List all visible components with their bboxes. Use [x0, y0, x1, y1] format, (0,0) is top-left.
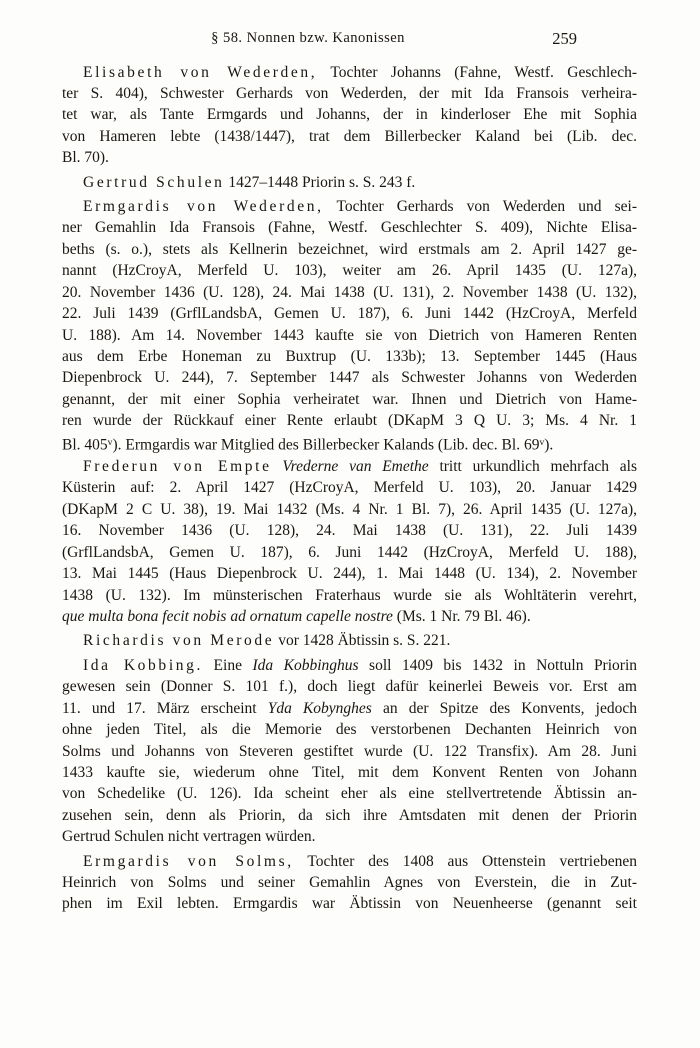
text-line: [62, 62, 637, 83]
text-segment: Gertrud Schulen nicht vertragen würden.: [62, 828, 316, 846]
text-line: [62, 741, 637, 762]
text-segment: aus dem Erbe Honeman zu Buxtrup (U. 133b); 13. September 1445 (Haus: [62, 347, 637, 365]
text-line: [62, 893, 637, 914]
text-line: [62, 563, 637, 584]
text-segment: que multa bona fecit nobis ad ornatum capelle nostre: [62, 608, 393, 626]
text-segment: Eine: [203, 656, 253, 674]
text-segment: 11. und 17. März erscheint: [62, 699, 268, 717]
text-segment: an der Spitze des Konvents, jedoch: [371, 699, 637, 717]
text-segment: (GrflLandsbA, Gemen U. 187), 6. Juni 1442 (HzCroyA, Merfeld U. 188),: [62, 543, 637, 561]
text-line: [62, 520, 637, 541]
text-segment: von Hameren lebte (1438/1447), trat dem Billerbecker Kaland bei (Lib. dec.: [62, 127, 637, 145]
text-line: [62, 585, 637, 606]
text-segment: Tochter des 1408 aus Ottenstein vertriebenen: [293, 852, 637, 870]
text-segment: 16. November 1436 (U. 128), 24. Mai 1438 (U. 131), 22. Juli 1439: [62, 522, 637, 540]
text-segment: ohne jeden Titel, als die Memorie des verstorbenen Dechanten Heinrich von: [62, 721, 637, 739]
text-segment: Vrederne van Emethe: [271, 458, 429, 476]
text-segment: 22. Juli 1439 (GrflLandsbA, Gemen U. 187), 6. Juni 1442 (HzCroyA, Merfeld: [62, 305, 637, 323]
text-segment: von Schedelike (U. 126). Ida scheint eher als eine stellvertretende Äbtissin an-: [62, 785, 637, 803]
text-segment: 1427–1448 Priorin s. S. 243 f.: [224, 173, 416, 191]
text-segment: tritt urkundlich mehrfach als: [428, 458, 637, 476]
text-segment: Ermgardis von Solms,: [83, 852, 294, 870]
text-line: [62, 762, 637, 783]
text-line: [62, 104, 637, 125]
text-line: [62, 260, 637, 281]
text-segment: U. 188). Am 14. November 1443 kaufte sie von Dietrich von Hameren Renten: [62, 326, 637, 344]
text-line: [62, 542, 637, 563]
text-line: [62, 432, 637, 453]
text-segment: genannt, der mit einer Sophia verheiratet war. Ihnen und Dietrich von Hame-: [62, 390, 637, 408]
text-segment: Yda Kobynghes: [267, 699, 372, 717]
text-line: [62, 851, 637, 872]
text-segment: Tochter Johanns (Fahne, Westf. Geschlech-: [317, 63, 637, 81]
text-segment: Frederun von Empte: [83, 458, 272, 476]
text-segment: ter S. 404), Schwester Gerhards von Wederden, der mit Ida Fransois verheira-: [62, 84, 637, 102]
paragraph: [62, 630, 637, 651]
text-line: [62, 126, 637, 147]
text-line: [62, 655, 637, 676]
text-line: [62, 367, 637, 388]
text-line: [62, 499, 637, 520]
text-line: [62, 783, 637, 804]
text-segment: Ida Kobbing.: [83, 656, 204, 674]
text-segment: v: [107, 436, 113, 448]
page-body: [62, 62, 637, 915]
text-segment: Küsterin auf: 2. April 1427 (HzCroyA, Merfeld U. 103), 20. Januar 1429: [62, 479, 637, 497]
text-segment: v: [539, 436, 545, 448]
text-segment: (Ms. 1 Nr. 79 Bl. 46).: [392, 608, 531, 626]
text-segment: soll 1409 bis 1432 in Nottuln Priorin: [358, 656, 637, 674]
text-block: [62, 30, 637, 915]
paragraph: [62, 456, 637, 628]
text-segment: phen im Exil lebten. Ermgardis war Äbtissin von Neuenheerse (genannt seit: [62, 895, 637, 913]
running-head: [62, 30, 637, 52]
text-segment: tet war, als Tante Ermgards und Johanns, der in kinderloser Ehe mit Sophia: [62, 106, 637, 124]
text-segment: Ida Kobbinghus: [252, 656, 359, 674]
text-segment: ren wurde der Rückkauf einer Rente erlaubt (DKapM 3 Q U. 3; Ms. 4 Nr. 1: [62, 412, 637, 430]
paragraph: [62, 172, 637, 193]
text-segment: Bl. 405: [62, 436, 108, 454]
text-segment: Solms und Johanns von Steveren gestiftet wurde (U. 122 Transfix). Am 28. Juni: [62, 742, 637, 760]
text-line: [62, 456, 637, 477]
text-line: [62, 826, 637, 847]
text-line: [62, 389, 637, 410]
text-line: [62, 303, 637, 324]
text-segment: ). Ermgardis war Mitglied des Billerbecker Kalands (Lib. dec. Bl. 69: [112, 436, 540, 454]
text-line: [62, 410, 637, 431]
text-segment: Diepenbrock U. 244), 7. September 1447 als Schwester Johanns von Wederden: [62, 369, 637, 387]
text-line: [62, 196, 637, 217]
text-segment: Ermgardis von Wederden,: [83, 197, 324, 215]
text-line: [62, 83, 637, 104]
text-line: [62, 719, 637, 740]
text-segment: ).: [544, 436, 554, 454]
text-line: [62, 217, 637, 238]
text-line: [62, 872, 637, 893]
text-line: [62, 805, 637, 826]
page-number: 259: [552, 29, 577, 48]
text-line: [62, 346, 637, 367]
paragraph: [62, 196, 637, 453]
text-segment: gewesen sein (Donner S. 101 f.), doch liegt dafür keinerlei Beweis vor. Erst am: [62, 678, 637, 696]
text-line: [62, 282, 637, 303]
text-segment: Gertrud Schulen: [83, 173, 225, 191]
text-segment: vor 1428 Äbtissin s. S. 221.: [274, 632, 451, 650]
section-title: § 58. Nonnen bzw. Kanonissen: [211, 30, 405, 46]
text-segment: ner Gemahlin Ida Fransois (Fahne, Westf. Geschlechter S. 409), Nichte Elisa-: [62, 219, 637, 237]
paragraph: [62, 62, 637, 169]
text-line: [62, 325, 637, 346]
text-segment: Tochter Gerhards von Wederden und sei-: [323, 197, 637, 215]
text-line: [62, 477, 637, 498]
text-segment: 20. November 1436 (U. 128), 24. Mai 1438 (U. 131), 2. November 1438 (U. 132),: [62, 283, 637, 301]
text-segment: Heinrich von Solms und seiner Gemahlin Agnes von Everstein, die in Zut-: [62, 874, 637, 892]
text-segment: (DKapM 2 C U. 38), 19. Mai 1432 (Ms. 4 Nr. 1 Bl. 7), 26. April 1435 (U. 127a),: [62, 500, 637, 518]
text-line: [62, 676, 637, 697]
text-segment: nannt (HzCroyA, Merfeld U. 103), weiter am 26. April 1435 (U. 127a),: [62, 262, 637, 280]
text-line: [62, 630, 637, 651]
text-segment: 1438 (U. 132). Im münsterischen Fraterhaus wurde sie als Wohltäterin verehrt,: [62, 586, 637, 604]
paragraph: [62, 851, 637, 915]
text-line: [62, 606, 637, 627]
text-segment: Bl. 70).: [62, 149, 109, 167]
text-segment: Elisabeth von Wederden,: [83, 63, 318, 81]
text-segment: 13. Mai 1445 (Haus Diepenbrock U. 244), 1. Mai 1448 (U. 134), 2. November: [62, 565, 637, 583]
text-line: [62, 147, 637, 168]
paragraph: [62, 655, 637, 848]
text-line: [62, 698, 637, 719]
text-line: [62, 239, 637, 260]
text-line: [62, 172, 637, 193]
text-segment: beths (s. o.), stets als Kellnerin bezeichnet, wird erstmals am 2. April 1427 ge-: [62, 240, 637, 258]
text-segment: Richardis von Merode: [83, 632, 275, 650]
text-segment: 1433 kaufte sie, wiederum ohne Titel, mit dem Konvent Renten von Johann: [62, 763, 637, 781]
text-segment: zusehen sein, denn als Priorin, da sich ihre Amtsdaten mit denen der Priorin: [62, 806, 637, 824]
